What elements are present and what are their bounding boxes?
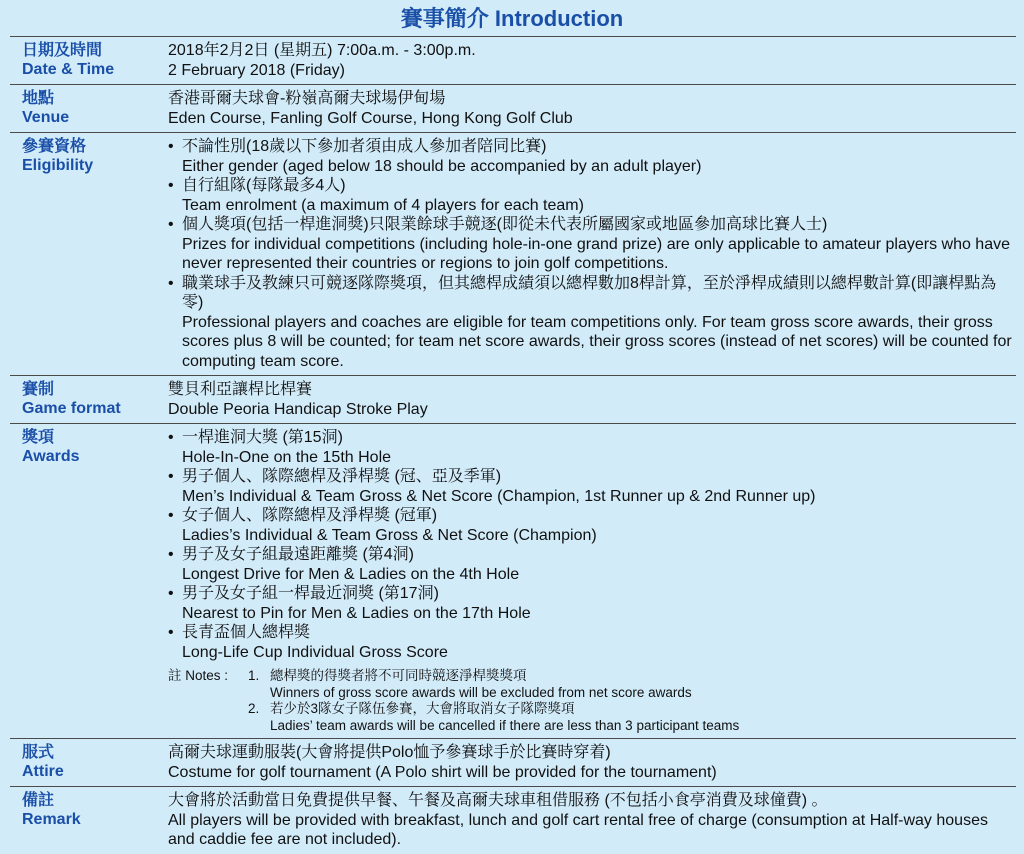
bullet-icon: • (168, 429, 174, 446)
label-en: Eligibility (22, 157, 94, 174)
item-en: Either gender (aged below 18 should be accompanied by an adult player) (182, 157, 702, 175)
line-en: Double Peoria Handicap Stroke Play (168, 400, 428, 418)
notes-block (168, 668, 1012, 734)
label-zh: 獎項 (22, 429, 55, 446)
row-label (10, 424, 168, 738)
bullet-icon: • (168, 274, 174, 292)
bullet-icon: • (168, 507, 174, 524)
note-en: Ladies’ team awards will be cancelled if there are less than 3 participant teams (270, 717, 740, 733)
item-en: Long-Life Cup Individual Gross Score (182, 643, 448, 661)
list-item (168, 137, 1012, 176)
line-zh: 香港哥爾夫球會-粉嶺高爾夫球場伊甸場 (168, 90, 446, 107)
item-zh: 個人獎項(包括一桿進洞獎)只限業餘球手競逐(即從未代表所屬國家或地區參加高球比賽人士) (182, 216, 828, 233)
note-number: 1. (248, 668, 260, 683)
label-zh: 備註 (22, 792, 55, 809)
item-en: Professional players and coaches are eligible for team competitions only. For team gross score awards, their gross scores plus 8 will be counted; for team net score awards, their gross scores (instead of net scores) will be counted for computing team score. (182, 313, 1012, 370)
row-attire (10, 738, 1016, 786)
page-title: 賽事簡介 Introduction (400, 6, 624, 31)
note-number: 2. (248, 701, 260, 716)
note-item (168, 668, 1012, 701)
list-item (168, 506, 1012, 545)
label-zh: 賽制 (22, 381, 55, 398)
item-zh: 長青盃個人總桿獎 (182, 624, 311, 641)
bullet-icon: • (168, 216, 174, 233)
info-table (10, 36, 1016, 854)
item-zh: 男子個人、隊際總桿及淨桿獎 (冠、亞及季軍) (182, 468, 502, 485)
row-content (168, 787, 1016, 854)
row-content (168, 133, 1016, 375)
list-item (168, 176, 1012, 215)
label-en: Remark (22, 811, 81, 828)
item-en: Team enrolment (a maximum of 4 players for each team) (182, 196, 584, 214)
row-label (10, 133, 168, 375)
label-zh: 日期及時間 (22, 42, 103, 59)
label-en: Attire (22, 763, 64, 780)
row-label (10, 85, 168, 132)
list-item (168, 215, 1012, 274)
item-en: Longest Drive for Men & Ladies on the 4th Hole (182, 565, 520, 583)
line-zh: 高爾夫球運動服裝(大會將提供Polo恤予參賽球手於比賽時穿着) (168, 744, 611, 761)
row-label (10, 787, 168, 854)
item-zh: 男子及女子組一桿最近洞獎 (第17洞) (182, 585, 439, 602)
line-en: 2 February 2018 (Friday) (168, 61, 345, 79)
label-zh: 參賽資格 (22, 138, 87, 155)
label-en: Game format (22, 400, 121, 417)
line-en: All players will be provided with breakfast, lunch and golf cart rental free of charge (consumption at Half-way houses and caddie fee are not included). (168, 811, 988, 848)
line-en: Costume for golf tournament (A Polo shirt will be provided for the tournament) (168, 763, 717, 781)
row-content (168, 739, 1016, 786)
bullet-icon: • (168, 585, 174, 602)
item-en: Ladies’s Individual & Team Gross & Net Score (Champion) (182, 526, 597, 544)
bullet-icon: • (168, 138, 174, 155)
row-game-format (10, 375, 1016, 423)
bullet-icon: • (168, 624, 174, 641)
item-en: Men’s Individual & Team Gross & Net Score (Champion, 1st Runner up & 2nd Runner up) (182, 487, 816, 505)
note-item (168, 701, 1012, 734)
label-zh: 地點 (22, 90, 55, 107)
row-content (168, 424, 1016, 738)
row-label (10, 739, 168, 786)
label-zh: 服式 (22, 744, 55, 761)
row-label (10, 37, 168, 84)
row-date-time (10, 36, 1016, 84)
row-awards (10, 423, 1016, 738)
item-en: Nearest to Pin for Men & Ladies on the 17th Hole (182, 604, 531, 622)
note-zh: 若少於3隊女子隊伍參賽，大會將取消女子隊際獎項 (270, 701, 575, 716)
row-venue (10, 84, 1016, 132)
line-en: Eden Course, Fanling Golf Course, Hong Kong Golf Club (168, 109, 573, 127)
list-item (168, 545, 1012, 584)
item-zh: 男子及女子組最遠距離獎 (第4洞) (182, 546, 415, 563)
item-zh: 女子個人、隊際總桿及淨桿獎 (冠軍) (182, 507, 438, 524)
bullet-icon: • (168, 468, 174, 485)
note-zh: 總桿獎的得獎者將不可同時競逐淨桿獎獎項 (270, 668, 527, 683)
list-item (168, 584, 1012, 623)
row-content (168, 85, 1016, 132)
item-en: Hole-In-One on the 15th Hole (182, 448, 392, 466)
line-zh: 2018年2月2日 (星期五) 7:00a.m. - 3:00p.m. (168, 42, 476, 59)
row-content (168, 37, 1016, 84)
label-en: Awards (22, 448, 80, 465)
label-en: Venue (22, 109, 70, 126)
item-zh: 自行組隊(每隊最多4人) (182, 177, 346, 194)
notes-label: 註 Notes : (168, 668, 229, 683)
list-item (168, 274, 1012, 372)
row-content (168, 376, 1016, 423)
bullet-icon: • (168, 177, 174, 194)
line-zh: 大會將於活動當日免費提供早餐、午餐及高爾夫球車租借服務 (不包括小食亭消費及球僮費) 。 (168, 792, 828, 809)
list-item (168, 428, 1012, 467)
bullet-icon: • (168, 546, 174, 563)
item-zh: 一桿進洞大獎 (第15洞) (182, 429, 343, 446)
row-label (10, 376, 168, 423)
row-eligibility (10, 132, 1016, 375)
line-zh: 雙貝利亞讓桿比桿賽 (168, 381, 313, 398)
item-zh: 職業球手及教練只可競逐隊際獎項，但其總桿成績須以總桿數加8桿計算，至於淨桿成績則以總桿數計算(即讓桿點為零) (182, 274, 997, 311)
row-remark (10, 786, 1016, 854)
list-item (168, 623, 1012, 662)
item-en: Prizes for individual competitions (including hole-in-one grand prize) are only applicable to amateur players who have never represented their countries or regions to join golf competitions. (182, 235, 1010, 272)
item-zh: 不論性別(18歲以下參加者須由成人參加者陪同比賽) (182, 138, 547, 155)
list-item (168, 467, 1012, 506)
label-en: Date & Time (22, 61, 115, 78)
note-en: Winners of gross score awards will be excluded from net score awards (270, 684, 692, 700)
